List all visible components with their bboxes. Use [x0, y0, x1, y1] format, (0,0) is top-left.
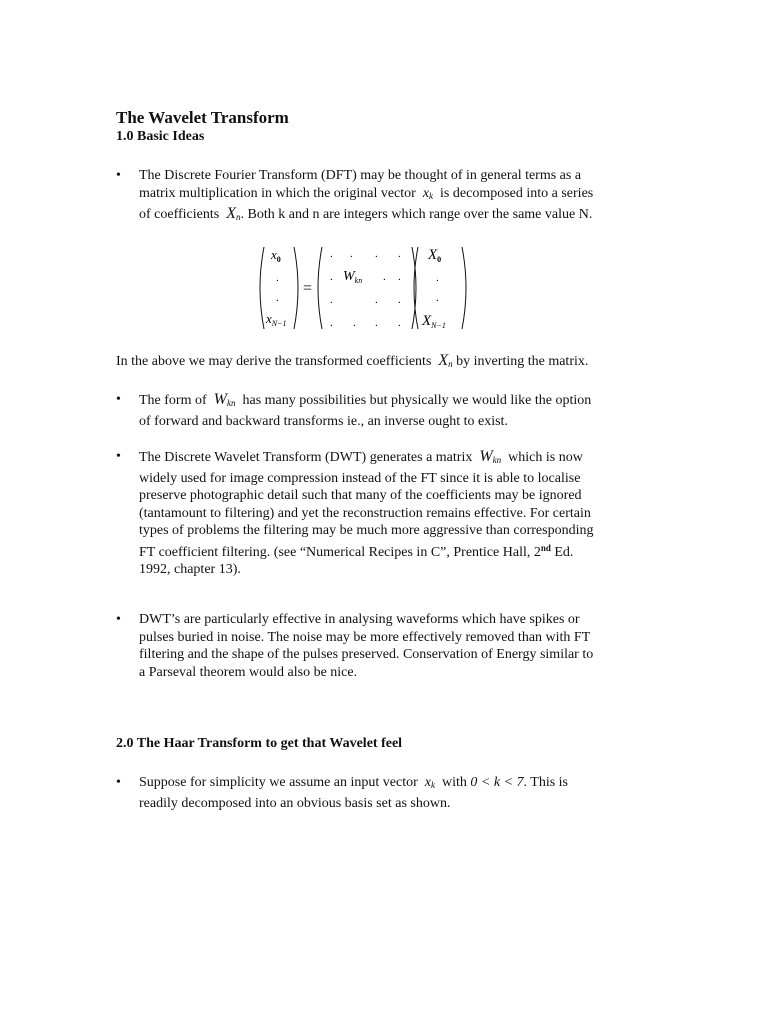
paragraph-inverse: In the above we may derive the transformed coefficients $X_n$ by inverting the matrix. [116, 352, 589, 369]
svg-text:.: . [330, 248, 333, 260]
svg-text:.: . [375, 317, 378, 329]
vector-element-X0: $X_0$ [428, 247, 442, 264]
svg-text:.: . [330, 317, 333, 329]
svg-text:.: . [375, 294, 378, 306]
matrix-equation [250, 243, 480, 338]
math-symbol: $X_n$ [226, 205, 241, 222]
svg-text:.: . [383, 271, 386, 283]
math-symbol: $x_k$ [422, 185, 434, 201]
section-heading-basic-ideas: 1.0 Basic Ideas [116, 129, 205, 144]
svg-text:.: . [398, 248, 401, 260]
bullet-line: of coefficients [139, 207, 220, 222]
svg-text:.: . [350, 248, 353, 260]
inequality: 0 < k < 7 [470, 775, 524, 790]
bullet-dwt: • The Discrete Wavelet Transform (DWT) generates a matrix $W_{kn}$ which is now widely used for image compression instead of the FT since it is able to localise preserve photographic detail such that many of the coefficients may be ignored (tantamount to filtering) and yet the reconstruction remains effective. For certain types of problems the filtering may be much more aggressive than corresponding FT coefficient filtering. (see “Numerical Recipes in C”, Prentice Hall, 2nd Ed. 1992, chapter 13). [116, 448, 594, 577]
svg-text:.: . [353, 317, 356, 329]
svg-text:.: . [398, 294, 401, 306]
bullet-line: is decomposed into a series [440, 185, 594, 201]
bullet-marker: • [116, 612, 121, 627]
matrix-element-w: $W_{kn}$ [343, 269, 363, 285]
svg-text:.: . [436, 272, 439, 284]
math-symbol: $W_{kn}$ [479, 448, 502, 465]
svg-text:.: . [375, 248, 378, 260]
svg-text:=: = [303, 280, 313, 297]
vector-element-XN: $X_{N-1}$ [422, 313, 446, 330]
bullet-marker: • [116, 168, 121, 183]
bullet-dft [116, 167, 676, 227]
page-title: The Wavelet Transform [116, 108, 289, 127]
svg-text:.: . [398, 317, 401, 329]
section-heading-haar: 2.0 The Haar Transform to get that Wavelet feel [116, 736, 403, 751]
bullet-form-of-w: • The form of $W_{kn}$ has many possibilities but physically we would like the option of forward and backward transforms ie., an inverse ought to exist. [116, 391, 592, 429]
math-symbol: $x_k$ [424, 775, 436, 790]
bullet-line: The Discrete Fourier Transform (DFT) may be thought of in general terms as a [139, 168, 582, 183]
vector-element-x0: $x_0$ [271, 247, 281, 264]
bullet-line: matrix multiplication in which the original vector [139, 185, 416, 201]
bullet-dwt-effective: • DWT’s are particularly effective in analysing waveforms which have spikes or pulses buried in noise. The noise may be more effectively removed than with FT filtering and the shape of the pulses preserved. Conservation of Energy similar to a Parseval theorem would also be nice. [116, 612, 594, 680]
svg-text:.: . [330, 271, 333, 283]
vector-element-xN: $x_{N-1}$ [266, 311, 287, 328]
bullet-haar-input: • Suppose for simplicity we assume an input vector $x_k$ with 0 < k < 7. This is readily decomposed into an obvious basis set as shown. [116, 775, 568, 811]
svg-text:.: . [398, 271, 401, 283]
svg-text:.: . [276, 272, 279, 284]
svg-text:.: . [330, 294, 333, 306]
svg-text:.: . [436, 292, 439, 304]
bullet-marker: • [116, 392, 121, 407]
bullet-line: . Both k and n are integers which range over the same value N. [240, 207, 593, 222]
bullet-marker: • [116, 775, 121, 790]
svg-text:.: . [276, 292, 279, 304]
bullet-marker: • [116, 449, 121, 464]
math-symbol: $W_{kn}$ [213, 391, 236, 408]
